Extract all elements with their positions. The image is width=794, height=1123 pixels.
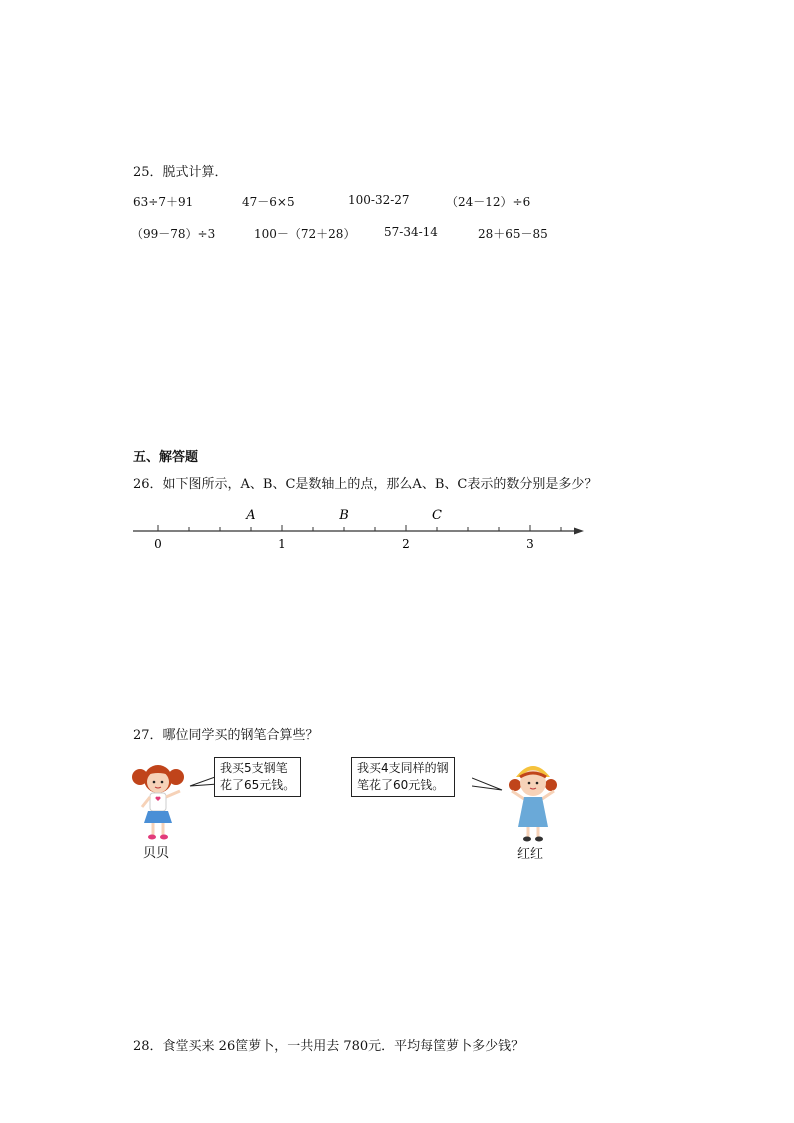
q25-expr-6: 100－（72＋28） (254, 227, 356, 241)
number-line (0, 500, 794, 560)
point-label-a: A (246, 508, 256, 523)
speech-honghong-line1: 我买4支同样的钢 (357, 761, 449, 775)
speech-pointer-2 (472, 770, 504, 794)
girl-honghong-illustration (502, 755, 564, 845)
section-title: 五、解答题 (133, 450, 199, 465)
girl-beibei-illustration (128, 757, 188, 845)
q25-expr-2: 47－6×5 (242, 195, 295, 209)
q25-expr-4: （24－12）÷6 (446, 195, 531, 209)
speech-beibei-line2: 花了65元钱。 (220, 778, 296, 792)
q25-expr-5: （99－78）÷3 (131, 227, 216, 241)
tick-label: 2 (402, 537, 410, 551)
point-label-b: B (339, 508, 349, 523)
girl-beibei-name: 贝贝 (143, 846, 170, 861)
speech-bubble-honghong (351, 757, 455, 797)
q27-title: 27．哪位同学买的钢笔合算些？ (133, 728, 319, 743)
q25-expr-8: 28＋65－85 (478, 227, 548, 241)
tick-label: 0 (154, 537, 162, 551)
speech-honghong-line2: 笔花了60元钱。 (357, 778, 445, 792)
tick-label: 1 (278, 537, 286, 551)
q28-title: 28．食堂买来 26筐萝卜，一共用去 780元．平均每筐萝卜多少钱？ (133, 1039, 525, 1054)
q25-expr-1: 63÷7＋91 (133, 195, 194, 209)
q26-title: 26．如下图所示，A、B、C是数轴上的点，那么A、B、C表示的数分别是多少？ (133, 477, 598, 492)
q25-expr-7: 57-34-14 (384, 225, 438, 239)
speech-beibei-line1: 我买5支钢笔 (220, 761, 288, 775)
q25-title: 25．脱式计算． (133, 165, 228, 180)
point-label-c: C (432, 508, 442, 523)
girl-honghong-name: 红红 (517, 847, 544, 862)
speech-bubble-beibei (214, 757, 301, 797)
q25-expr-3: 100-32-27 (348, 193, 410, 207)
number-line-arrow (574, 528, 584, 535)
tick-label: 3 (526, 537, 534, 551)
